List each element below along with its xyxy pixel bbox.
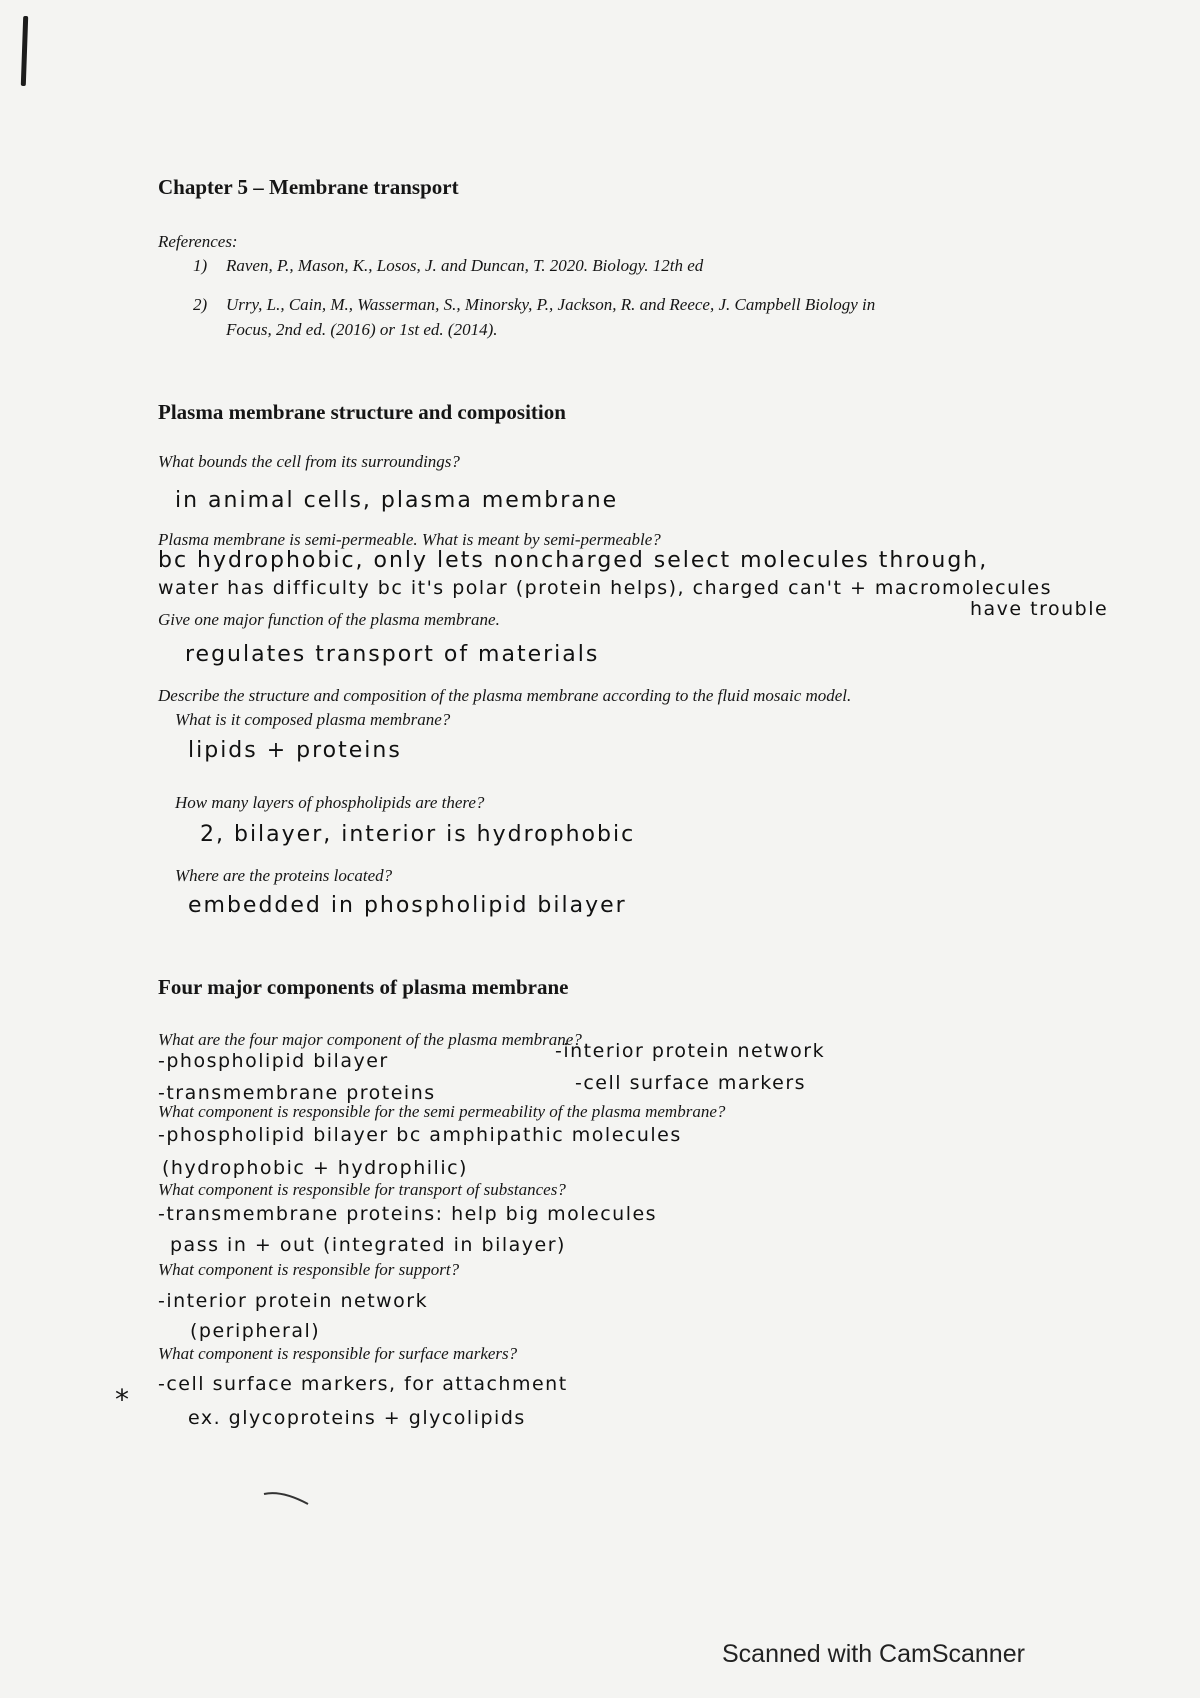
- handwritten-answer: ex. glycoproteins + glycolipids: [188, 1407, 526, 1429]
- reference-2-text-line2: Focus, 2nd ed. (2016) or 1st ed. (2014).: [226, 320, 498, 339]
- question: Plasma membrane is semi-permeable. What is meant by semi-permeable?: [158, 530, 661, 549]
- question: What bounds the cell from its surroundings?: [158, 452, 460, 471]
- sub-question: What is it composed plasma membrane?: [175, 710, 451, 729]
- pen-squiggle: [262, 1488, 312, 1508]
- handwritten-answer: -cell surface markers: [575, 1072, 807, 1094]
- question: What component is responsible for surface markers?: [158, 1344, 518, 1363]
- handwritten-answer: -transmembrane proteins: [158, 1082, 436, 1104]
- handwritten-answer: pass in + out (integrated in bilayer): [170, 1234, 566, 1256]
- handwritten-answer: bc hydrophobic, only lets noncharged select molecules through,: [158, 548, 989, 573]
- handwritten-answer: have trouble: [970, 598, 1109, 620]
- margin-pen-mark: [21, 16, 28, 86]
- handwritten-answer: -phospholipid bilayer bc amphipathic molecules: [158, 1124, 682, 1146]
- handwritten-answer: -transmembrane proteins: help big molecules: [158, 1203, 658, 1225]
- handwritten-answer: (peripheral): [190, 1320, 321, 1342]
- section-1-heading: Plasma membrane structure and composition: [158, 400, 566, 424]
- question: Describe the structure and composition of the plasma membrane according to the fluid mosaic model.: [158, 686, 852, 705]
- handwritten-answer: in animal cells, plasma membrane: [175, 488, 619, 513]
- handwritten-answer: 2, bilayer, interior is hydrophobic: [200, 822, 636, 847]
- references-label: References:: [158, 232, 238, 251]
- handwritten-answer: (hydrophobic + hydrophilic): [162, 1157, 468, 1179]
- reference-2-text-line1: Urry, L., Cain, M., Wasserman, S., Minorsky, P., Jackson, R. and Reece, J. Campbell Biology in: [226, 295, 876, 314]
- handwritten-answer: embedded in phospholipid bilayer: [188, 893, 627, 918]
- sub-question: Where are the proteins located?: [175, 866, 393, 885]
- question: What component is responsible for support?: [158, 1260, 460, 1279]
- section-2-heading: Four major components of plasma membrane: [158, 975, 569, 999]
- reference-1-number: 1): [193, 256, 208, 275]
- question: What component is responsible for transport of substances?: [158, 1180, 566, 1199]
- chapter-title: Chapter 5 – Membrane transport: [158, 175, 459, 199]
- handwritten-answer: water has difficulty bc it's polar (protein helps), charged can't + macromolecules: [158, 577, 1052, 599]
- handwritten-answer: -phospholipid bilayer: [158, 1050, 389, 1072]
- handwritten-answer: -cell surface markers, for attachment: [158, 1373, 568, 1395]
- sub-question: How many layers of phospholipids are there?: [175, 793, 485, 812]
- handwritten-answer: lipids + proteins: [188, 738, 402, 763]
- reference-2-number: 2): [193, 295, 208, 314]
- handwritten-answer: regulates transport of materials: [185, 642, 600, 667]
- scanner-watermark: Scanned with CamScanner: [722, 1640, 1025, 1668]
- star-mark: *: [115, 1383, 129, 1416]
- handwritten-answer: -interior protein network: [158, 1290, 429, 1312]
- question: What are the four major component of the plasma membrane?: [158, 1030, 582, 1049]
- reference-1-text: Raven, P., Mason, K., Losos, J. and Duncan, T. 2020. Biology. 12th ed: [226, 256, 704, 275]
- question: What component is responsible for the semi permeability of the plasma membrane?: [158, 1102, 726, 1121]
- question: Give one major function of the plasma membrane.: [158, 610, 500, 629]
- handwritten-answer: -interior protein network: [555, 1040, 826, 1062]
